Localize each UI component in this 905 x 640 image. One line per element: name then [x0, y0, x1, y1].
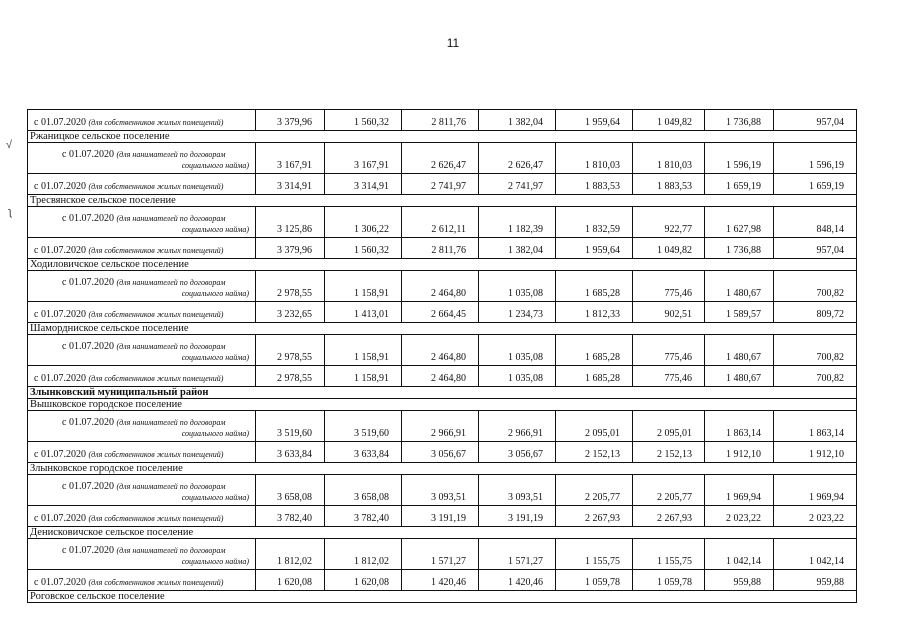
tariff-value: 1 685,28 [556, 366, 633, 387]
rate-period-line [34, 577, 255, 588]
tariff-value: 2 626,47 [479, 143, 556, 174]
rate-period-line [34, 181, 255, 192]
tariff-value: 1 035,08 [479, 271, 556, 302]
tariff-value: 1 736,88 [705, 110, 774, 131]
rate-date: с 01.07.2020 [62, 481, 114, 492]
rate-date: с 01.07.2020 [62, 277, 114, 288]
tariff-value: 3 379,96 [256, 110, 325, 131]
tariff-value: 1 863,14 [705, 411, 774, 442]
table-row [28, 411, 857, 442]
tariff-value: 1 480,67 [705, 271, 774, 302]
tariff-value: 1 042,14 [705, 539, 774, 570]
tariff-value: 1 382,04 [479, 238, 556, 259]
rate-note: (для собственников жилых помещений) [88, 374, 224, 383]
rate-period-line [62, 213, 255, 224]
tariff-value: 2 152,13 [556, 442, 633, 463]
tariff-value: 1 059,78 [556, 570, 633, 591]
rate-date: с 01.07.2020 [34, 245, 86, 256]
rate-note: (для нанимателей по договорам [116, 150, 226, 159]
tariff-value: 3 056,67 [402, 442, 479, 463]
tariff-value: 3 232,65 [256, 302, 325, 323]
tariff-value: 902,51 [633, 302, 705, 323]
tariff-value: 1 736,88 [705, 238, 774, 259]
tariff-value: 1 480,67 [705, 366, 774, 387]
rate-period-label [28, 335, 256, 366]
tariff-value: 775,46 [633, 366, 705, 387]
table-row [28, 110, 857, 131]
tariff-value: 1 969,94 [705, 475, 774, 506]
tariff-value: 1 969,94 [774, 475, 857, 506]
rate-note: (для собственников жилых помещений) [88, 246, 224, 255]
tariff-value: 1 234,73 [479, 302, 556, 323]
tariff-value: 1 832,59 [556, 207, 633, 238]
rate-period-line [62, 481, 255, 492]
rate-period-label [28, 366, 256, 387]
rate-note: (для собственников жилых помещений) [88, 118, 224, 127]
settlement-header-row [28, 131, 857, 143]
tariff-value: 2 205,77 [556, 475, 633, 506]
rate-note: (для нанимателей по договорам [116, 546, 226, 555]
rate-note-continuation: социального найма) [181, 557, 249, 566]
tariff-value: 2 811,76 [402, 238, 479, 259]
tariff-value: 1 810,03 [556, 143, 633, 174]
tariff-value: 1 420,46 [402, 570, 479, 591]
rate-period-label [28, 570, 256, 591]
rate-date: с 01.07.2020 [62, 545, 114, 556]
district-header-row [28, 387, 857, 399]
table-row [28, 207, 857, 238]
tariff-value: 1 182,39 [479, 207, 556, 238]
rate-note-continuation: социального найма) [181, 161, 249, 170]
rate-note: (для собственников жилых помещений) [88, 310, 224, 319]
tariff-value: 2 741,97 [402, 174, 479, 195]
tariff-value: 1 659,19 [705, 174, 774, 195]
rate-period-label [28, 174, 256, 195]
settlement-header-row [28, 591, 857, 603]
tariff-value: 775,46 [633, 335, 705, 366]
tariff-value: 1 158,91 [325, 366, 402, 387]
tariff-value: 1 620,08 [325, 570, 402, 591]
rate-period-line [62, 417, 255, 428]
tariff-value: 1 035,08 [479, 335, 556, 366]
settlement-header-row [28, 399, 857, 411]
tariff-value: 1 042,14 [774, 539, 857, 570]
tariff-value: 848,14 [774, 207, 857, 238]
tariff-value: 2 464,80 [402, 335, 479, 366]
rate-period-line [34, 117, 255, 128]
tariff-value: 2 023,22 [774, 506, 857, 527]
rate-date: с 01.07.2020 [34, 513, 86, 524]
tariff-value: 1 959,64 [556, 238, 633, 259]
tariff-value: 3 093,51 [479, 475, 556, 506]
rate-note-continuation: социального найма) [181, 289, 249, 298]
table-row [28, 143, 857, 174]
tariff-value: 3 056,67 [479, 442, 556, 463]
rate-period-label [28, 411, 256, 442]
tariff-value: 1 863,14 [774, 411, 857, 442]
rate-period-line [34, 309, 255, 320]
tariff-value: 2 664,45 [402, 302, 479, 323]
rate-period-label [28, 442, 256, 463]
settlement-name: Роговское сельское поселение [28, 591, 857, 603]
rate-date: с 01.07.2020 [34, 577, 86, 588]
rate-date: с 01.07.2020 [34, 117, 86, 128]
tariff-value: 3 633,84 [256, 442, 325, 463]
tariff-value: 3 314,91 [256, 174, 325, 195]
tariff-value: 1 413,01 [325, 302, 402, 323]
tariff-value: 1 560,32 [325, 238, 402, 259]
table-row [28, 366, 857, 387]
tariff-value: 2 095,01 [633, 411, 705, 442]
tariff-value: 957,04 [774, 238, 857, 259]
tariff-value: 1 560,32 [325, 110, 402, 131]
rate-note: (для собственников жилых помещений) [88, 450, 224, 459]
tariff-value: 2 741,97 [479, 174, 556, 195]
rate-period-line [62, 545, 255, 556]
rate-period-label [28, 302, 256, 323]
tariff-value: 1 155,75 [633, 539, 705, 570]
tariff-value: 2 464,80 [402, 366, 479, 387]
margin-tick-mark: ʅ [9, 206, 12, 218]
rate-period-label [28, 271, 256, 302]
rate-period-label [28, 475, 256, 506]
tariff-value: 3 125,86 [256, 207, 325, 238]
tariff-value: 3 379,96 [256, 238, 325, 259]
tariff-value: 1 883,53 [633, 174, 705, 195]
tariff-value: 1 810,03 [633, 143, 705, 174]
table-row [28, 475, 857, 506]
margin-check-mark: √ [6, 139, 13, 151]
rate-note: (для нанимателей по договорам [116, 278, 226, 287]
tariff-value: 1 883,53 [556, 174, 633, 195]
tariff-value: 2 626,47 [402, 143, 479, 174]
rate-period-label [28, 506, 256, 527]
tariff-value: 809,72 [774, 302, 857, 323]
tariff-value: 1 685,28 [556, 335, 633, 366]
table-row [28, 238, 857, 259]
tariff-value: 1 812,02 [325, 539, 402, 570]
tariff-value: 2 966,91 [402, 411, 479, 442]
tariff-value: 1 912,10 [774, 442, 857, 463]
tariff-value: 1 049,82 [633, 110, 705, 131]
rate-date: с 01.07.2020 [62, 341, 114, 352]
table-row [28, 506, 857, 527]
district-name: Злынковский муниципальный район [28, 387, 857, 399]
table-row [28, 570, 857, 591]
rate-date: с 01.07.2020 [62, 213, 114, 224]
settlement-name: Ходиловичское сельское поселение [28, 259, 857, 271]
tariff-value: 2 152,13 [633, 442, 705, 463]
tariff-value: 1 571,27 [479, 539, 556, 570]
settlement-header-row [28, 463, 857, 475]
tariff-value: 1 049,82 [633, 238, 705, 259]
settlement-name: Денисковичское сельское поселение [28, 527, 857, 539]
tariff-value: 2 267,93 [556, 506, 633, 527]
rate-note: (для нанимателей по договорам [116, 342, 226, 351]
rate-period-label [28, 539, 256, 570]
tariff-value: 922,77 [633, 207, 705, 238]
tariff-value: 3 167,91 [325, 143, 402, 174]
tariff-value: 2 205,77 [633, 475, 705, 506]
tariff-value: 3 519,60 [325, 411, 402, 442]
tariff-value: 1 571,27 [402, 539, 479, 570]
rate-period-line [34, 245, 255, 256]
tariff-value: 3 093,51 [402, 475, 479, 506]
rate-note: (для собственников жилых помещений) [88, 182, 224, 191]
tariff-value: 959,88 [774, 570, 857, 591]
tariff-value: 700,82 [774, 366, 857, 387]
rate-period-line [34, 449, 255, 460]
tariff-value: 700,82 [774, 335, 857, 366]
tariff-value: 1 685,28 [556, 271, 633, 302]
rate-note-continuation: социального найма) [181, 225, 249, 234]
tariff-value: 1 035,08 [479, 366, 556, 387]
tariff-value: 1 596,19 [774, 143, 857, 174]
table-row [28, 335, 857, 366]
rate-note-continuation: социального найма) [181, 429, 249, 438]
rate-note: (для собственников жилых помещений) [88, 514, 224, 523]
tariff-value: 2 978,55 [256, 366, 325, 387]
rate-period-label [28, 143, 256, 174]
tariff-value: 1 158,91 [325, 335, 402, 366]
tariff-value: 2 966,91 [479, 411, 556, 442]
rate-note-continuation: социального найма) [181, 493, 249, 502]
tariff-value: 3 658,08 [256, 475, 325, 506]
table-row [28, 539, 857, 570]
tariff-table [27, 109, 857, 603]
tariff-value: 3 658,08 [325, 475, 402, 506]
tariff-value: 1 420,46 [479, 570, 556, 591]
settlement-name: Ржаницкое сельское поселение [28, 131, 857, 143]
tariff-value: 2 023,22 [705, 506, 774, 527]
tariff-value: 1 155,75 [556, 539, 633, 570]
rate-period-label [28, 207, 256, 238]
tariff-value: 1 306,22 [325, 207, 402, 238]
tariff-value: 3 782,40 [325, 506, 402, 527]
tariff-value: 1 620,08 [256, 570, 325, 591]
table-row [28, 442, 857, 463]
tariff-value: 3 314,91 [325, 174, 402, 195]
settlement-header-row [28, 195, 857, 207]
settlement-name: Тресвянское сельское поселение [28, 195, 857, 207]
tariff-value: 3 782,40 [256, 506, 325, 527]
settlement-header-row [28, 323, 857, 335]
rate-note: (для нанимателей по договорам [116, 418, 226, 427]
rate-date: с 01.07.2020 [34, 309, 86, 320]
tariff-value: 775,46 [633, 271, 705, 302]
tariff-value: 1 589,57 [705, 302, 774, 323]
tariff-value: 2 811,76 [402, 110, 479, 131]
settlement-name: Злынковское городское поселение [28, 463, 857, 475]
table-row [28, 302, 857, 323]
tariff-value: 1 812,33 [556, 302, 633, 323]
settlement-header-row [28, 527, 857, 539]
tariff-value: 1 382,04 [479, 110, 556, 131]
settlement-header-row [28, 259, 857, 271]
tariff-value: 2 464,80 [402, 271, 479, 302]
rate-period-line [62, 341, 255, 352]
tariff-value: 3 633,84 [325, 442, 402, 463]
rate-period-line [62, 277, 255, 288]
tariff-value: 2 095,01 [556, 411, 633, 442]
rate-date: с 01.07.2020 [62, 149, 114, 160]
tariff-value: 1 059,78 [633, 570, 705, 591]
tariff-value: 3 191,19 [479, 506, 556, 527]
tariff-value: 3 519,60 [256, 411, 325, 442]
rate-note: (для собственников жилых помещений) [88, 578, 224, 587]
rate-note: (для нанимателей по договорам [116, 482, 226, 491]
rate-period-line [34, 373, 255, 384]
rate-date: с 01.07.2020 [34, 181, 86, 192]
rate-date: с 01.07.2020 [34, 373, 86, 384]
tariff-value: 1 812,02 [256, 539, 325, 570]
rate-period-line [34, 513, 255, 524]
tariff-value: 3 191,19 [402, 506, 479, 527]
tariff-value: 1 627,98 [705, 207, 774, 238]
tariff-value: 3 167,91 [256, 143, 325, 174]
tariff-value: 1 659,19 [774, 174, 857, 195]
tariff-value: 2 978,55 [256, 271, 325, 302]
table-row [28, 174, 857, 195]
tariff-value: 1 959,64 [556, 110, 633, 131]
tariff-value: 1 912,10 [705, 442, 774, 463]
settlement-name: Вышковское городское поселение [28, 399, 857, 411]
tariff-value: 957,04 [774, 110, 857, 131]
tariff-value: 2 978,55 [256, 335, 325, 366]
rate-period-label [28, 238, 256, 259]
tariff-value: 1 480,67 [705, 335, 774, 366]
page-number: 11 [446, 36, 460, 50]
settlement-name: Шамордниское сельское поселение [28, 323, 857, 335]
tariff-value: 2 267,93 [633, 506, 705, 527]
rate-note-continuation: социального найма) [181, 353, 249, 362]
rate-date: с 01.07.2020 [62, 417, 114, 428]
rate-period-line [62, 149, 255, 160]
table-row [28, 271, 857, 302]
tariff-value: 700,82 [774, 271, 857, 302]
tariff-value: 2 612,11 [402, 207, 479, 238]
rate-date: с 01.07.2020 [34, 449, 86, 460]
tariff-value: 959,88 [705, 570, 774, 591]
rate-period-label [28, 110, 256, 131]
tariff-value: 1 158,91 [325, 271, 402, 302]
tariff-value: 1 596,19 [705, 143, 774, 174]
rate-note: (для нанимателей по договорам [116, 214, 226, 223]
